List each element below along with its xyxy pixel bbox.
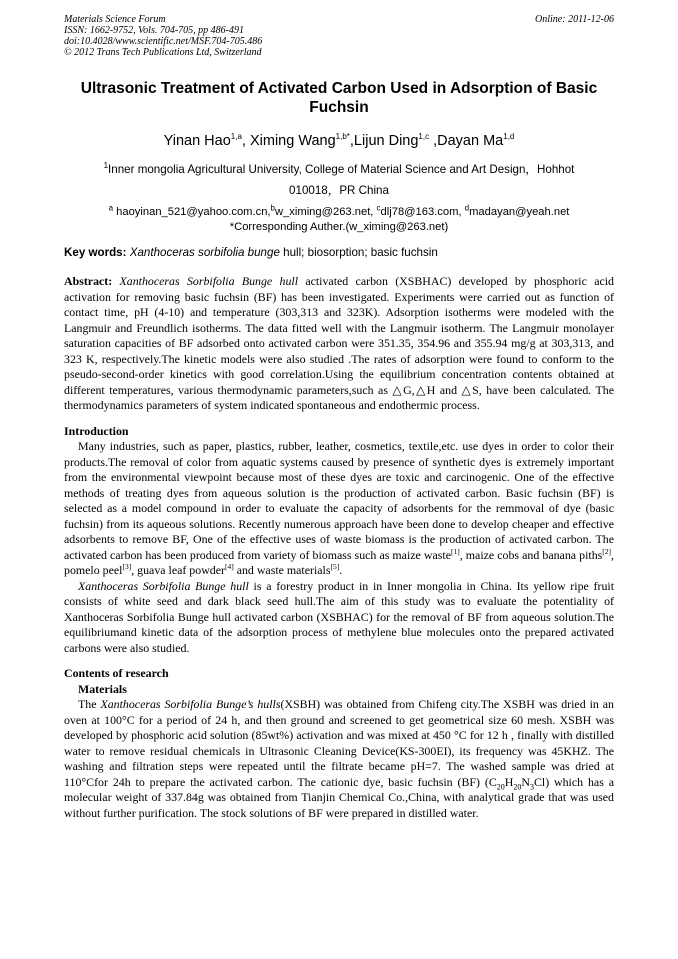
affiliation bbox=[64, 159, 614, 201]
intro-text: , maize cobs and banana piths bbox=[459, 547, 603, 562]
issn-line: ISSN: 1662-9752, Vols. 704-705, pp 486-491 bbox=[64, 25, 244, 36]
intro-text: , pomelo peel bbox=[64, 547, 615, 577]
keywords-italic: Xanthoceras sorbifolia bunge bbox=[126, 246, 280, 259]
formula-subscript: 3 bbox=[529, 781, 534, 791]
materials-heading: Materials bbox=[78, 681, 127, 696]
author-emails bbox=[64, 205, 614, 235]
author-name: ,Lijun Ding bbox=[349, 133, 419, 149]
author-name: Yinan Hao bbox=[163, 133, 231, 149]
email-mark: a bbox=[108, 203, 114, 213]
email-b[interactable]: w_ximing@263.net, bbox=[275, 206, 377, 218]
author-name: , Ximing Wang bbox=[241, 133, 336, 149]
author-affil-mark: 1,d bbox=[503, 132, 515, 142]
corresponding-author: *Corresponding Auther.(w_ximing@263.net) bbox=[229, 221, 449, 233]
formula-element: N bbox=[521, 774, 530, 789]
formula-element: H bbox=[504, 774, 514, 789]
intro-italic: Xanthoceras Sorbifolia Bunge hull bbox=[78, 578, 249, 593]
email-d[interactable]: madayan@yeah.net bbox=[469, 206, 570, 218]
doi-line[interactable]: doi:10.4028/www.scientific.net/MSF.704-705.486 bbox=[64, 36, 263, 47]
affiliation-line-2: 010018，PR China bbox=[289, 184, 389, 197]
journal-header bbox=[64, 14, 614, 58]
materials-text: ) which has a molecular weight of 337.84g was obtained from Tianjin Chemical Co.,China, with analytical grade that was used without further purification. The stock solutions of BF were prepared in distilled water. bbox=[64, 774, 614, 820]
email-a[interactable]: haoyinan_521@yahoo.com.cn, bbox=[113, 206, 271, 218]
formula-subscript: 20 bbox=[513, 781, 522, 791]
keywords bbox=[64, 245, 614, 260]
intro-text: and waste materials bbox=[233, 563, 331, 577]
journal-name: Materials Science Forum bbox=[64, 14, 166, 25]
formula-element: Cl bbox=[533, 774, 546, 789]
email-mark: c bbox=[376, 203, 381, 213]
author-affil-mark: 1,a bbox=[230, 132, 242, 142]
citation-2[interactable]: [2] bbox=[602, 546, 612, 556]
citation-5[interactable]: [5] bbox=[330, 562, 340, 572]
citation-4[interactable]: [4] bbox=[224, 562, 234, 572]
intro-text: , guava leaf powder bbox=[131, 563, 225, 577]
author-name: ,Dayan Ma bbox=[429, 133, 504, 149]
intro-text: is a forestry product in in Inner mongolia in China. Its yellow ripe fruit consists of white seed and dark black seed hull.The aim of this study was to evaluate the potentiality of Xanthoceras Sorbifolia Bunge hull activated carbon (XSBHAC) for the removal of BF from aqueous solution.The equilibriumand kinetic data of the adsorption process of methylene blue molecules onto the prepared activated carbons were also studied. bbox=[64, 578, 615, 655]
online-date: Online: 2011-12-06 bbox=[535, 14, 614, 25]
author-affil-mark: 1,b* bbox=[335, 132, 350, 142]
formula-subscript: 20 bbox=[496, 781, 505, 791]
intro-text: . bbox=[339, 563, 343, 577]
copyright-line: © 2012 Trans Tech Publications Ltd, Switzerland bbox=[64, 47, 262, 58]
introduction-paragraph-1 bbox=[64, 439, 614, 579]
introduction-paragraph-2 bbox=[64, 579, 614, 657]
email-c[interactable]: dlj78@163.com, bbox=[380, 206, 465, 218]
paper-title: Ultrasonic Treatment of Activated Carbon Used in Adsorption of Basic Fuchsin bbox=[80, 80, 598, 116]
abstract-text: activated carbon (XSBHAC) developed by phosphoric acid activation for removing basic fuchsin (BF) has been investigated. Experiments were carried out as function of contact time, pH (4-10) and temperature (303,313 and 323K). Adsorption isotherms were modeled with the Langmuir and Freundlich isotherms. The data fitted well with the Langmuir isotherm. The Langmuir monolayer saturation capacities of BF adsorbed onto activated carbon were 351.35, 354.96 and 355.94 mg/g at 303,313, and 323 K, respectively.The kinetic models were also studied .The rates of adsorption were found to conform to the pseudo-second-order kinetics with good correlation.Using the equilibrium concentration contents obtained at different temperatures, various thermodynamic parameters,such as △G,△H and △S, have been calculated. The thermodynamics parameters of system indicated spontaneous and endothermic process. bbox=[64, 274, 615, 412]
affiliation-line-1: Inner mongolia Agricultural University, College of Material Science and Art Design，Hohhot bbox=[108, 163, 575, 176]
materials-text: (XSBH) was obtained from Chifeng city.The XSBH was dried in an oven at 100°C for a period of 24 h, and then ground and screened to get geometrical size 60 mesh. XSBH was developed by phosphoric acid solution (85wt%) activation and was mixed at 450 °C for 12 h , finally with distilled water to remove residual chemicals in Ultrasonic Cleaning Device(KS-300EI), its frequency was 45KHZ. The washing and filtration steps were repeated until the filtrate became pH=7. The washed sample was dried at 110°Cfor 24h to prepare the activated carbon. The cationic dye, basic fuchsin (BF) (C bbox=[64, 697, 614, 789]
citation-1[interactable]: [1] bbox=[450, 546, 460, 556]
affiliation-mark: 1 bbox=[103, 161, 109, 171]
introduction-heading: Introduction bbox=[64, 423, 129, 438]
abstract-label: Abstract: bbox=[64, 274, 113, 288]
intro-text: Many industries, such as paper, plastics, rubber, leather, cosmetics, textile,etc. use dyes in order to color their products.The removal of color from aquatic systems caused by presence of synthetic dyes is extremely important from the environmental viewpoint because most of these dyes are toxic and carcinogenic. One of the effective methods of treating dyes from aqueous solution is the production of activated carbon. Basic fuchsin (BF) is selected as a model compound in order to evaluate the capacity of adsorbents for the remmoval of dye (basic fuchsin) from its aqueous solutions. Recently numerous approach have been done to develop cheaper and effective adsorbents to remove BF, One of the effective uses of waste biomass is the production of activated carbon. The activated carbon has been produced from variety of biomass such as maize waste bbox=[64, 439, 614, 562]
email-mark: b bbox=[270, 203, 275, 213]
keywords-text: hull; biosorption; basic fuchsin bbox=[279, 246, 438, 259]
paper-page bbox=[64, 14, 614, 821]
materials-paragraph bbox=[64, 697, 614, 821]
email-mark: d bbox=[464, 203, 470, 213]
citation-3[interactable]: [3] bbox=[122, 562, 132, 572]
abstract bbox=[64, 274, 614, 414]
contents-heading: Contents of research bbox=[64, 666, 169, 680]
materials-text: The bbox=[78, 697, 101, 711]
materials-italic: Xanthoceras Sorbifolia Bunge’s hulls bbox=[100, 697, 281, 711]
author-affil-mark: 1,c bbox=[418, 132, 430, 142]
author-list bbox=[64, 131, 614, 151]
abstract-italic: Xanthoceras Sorbifolia Bunge hull bbox=[112, 274, 299, 288]
keywords-label: Key words: bbox=[64, 246, 127, 259]
